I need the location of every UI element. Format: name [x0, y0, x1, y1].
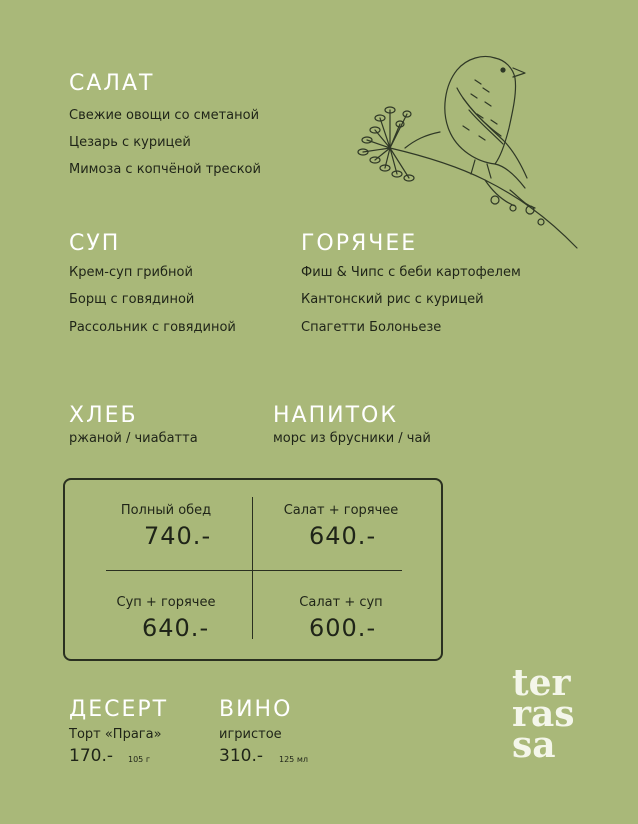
logo-line: ras — [512, 693, 575, 735]
salad-item: Свежие овощи со сметаной — [69, 108, 260, 123]
salad-item: Мимоза с копчёной треской — [69, 162, 261, 177]
combo-price: 640.- — [309, 522, 377, 550]
bird-on-branch-icon — [345, 40, 585, 255]
combo-price: 740.- — [144, 522, 212, 550]
combo-label: Суп + горячее — [116, 595, 216, 610]
drink-text: морс из брусники / чай — [273, 431, 431, 446]
hot-item: Кантонский рис с курицей — [301, 292, 484, 307]
dessert-name: Торт «Прага» — [69, 727, 162, 742]
combo-label: Салат + горячее — [283, 503, 399, 518]
dessert-heading: ДЕСЕРТ — [69, 697, 169, 722]
soup-item: Рассольник с говядиной — [69, 320, 236, 335]
logo-line: sa — [512, 724, 556, 766]
soup-heading: СУП — [69, 231, 121, 256]
combo-label: Полный обед — [120, 503, 212, 518]
wine-price: 310.- — [219, 746, 263, 766]
combo-divider-horizontal — [106, 570, 402, 571]
combo-price: 640.- — [142, 614, 210, 642]
dessert-weight: 105 г — [128, 755, 151, 764]
salad-item: Цезарь с курицей — [69, 135, 191, 150]
logo-line: ter — [512, 662, 571, 704]
wine-heading: ВИНО — [219, 697, 293, 722]
terrassa-logo — [512, 662, 592, 766]
wine-name: игристое — [219, 727, 282, 742]
dessert-price: 170.- — [69, 746, 113, 766]
hot-item: Фиш & Чипс с беби картофелем — [301, 265, 521, 280]
bread-text: ржаной / чиабатта — [69, 431, 198, 446]
hot-item: Спагетти Болоньезе — [301, 320, 442, 335]
combo-price: 600.- — [309, 614, 377, 642]
bread-heading: ХЛЕБ — [69, 403, 138, 428]
salad-heading: САЛАТ — [69, 71, 155, 96]
combo-label: Салат + суп — [299, 595, 383, 610]
wine-volume: 125 мл — [279, 755, 308, 764]
combo-divider-vertical — [252, 497, 253, 639]
drink-heading: НАПИТОК — [273, 403, 398, 428]
hot-heading: ГОРЯЧЕЕ — [301, 231, 418, 256]
soup-item: Крем-суп грибной — [69, 265, 193, 280]
soup-item: Борщ с говядиной — [69, 292, 195, 307]
